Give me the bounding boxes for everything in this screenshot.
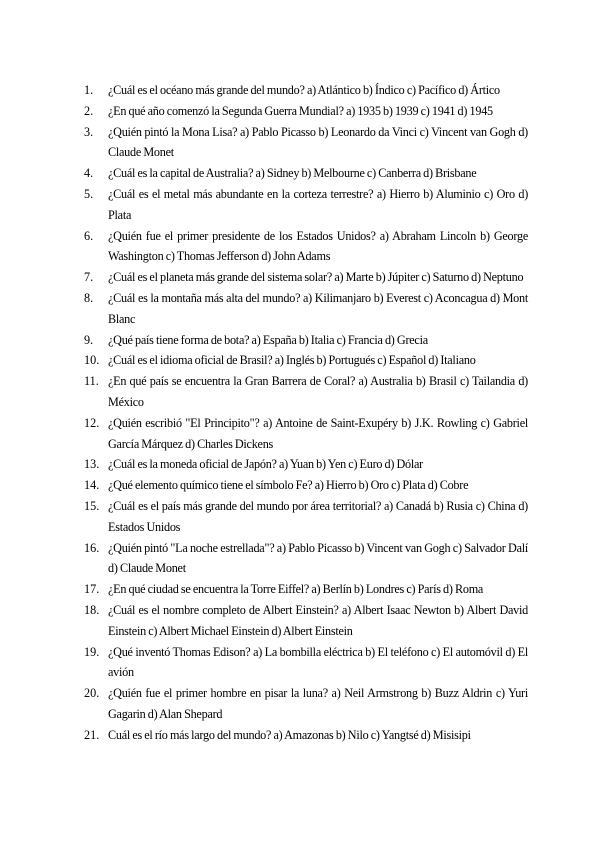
question-number: 7. [84, 270, 94, 285]
list-item [84, 101, 528, 122]
question-number: 4. [84, 166, 94, 181]
question-number: 15. [84, 498, 100, 513]
list-item [84, 475, 528, 496]
list-item [84, 538, 528, 580]
question-number: 2. [84, 103, 94, 118]
question-number: 18. [84, 602, 100, 617]
list-item [84, 163, 528, 184]
list-item [84, 226, 528, 268]
question-number: 21. [84, 727, 100, 742]
list-item [84, 350, 528, 371]
question-text: ¿En qué país se encuentra la Gran Barrera de Coral? a) Australia b) Brasil c) Tailandia d) México [108, 374, 528, 409]
question-text: ¿Cuál es la montaña más alta del mundo? a) Kilimanjaro b) Everest c) Aconcagua d) Mont Blanc [108, 290, 528, 326]
list-item [84, 454, 528, 475]
list-item [84, 642, 528, 684]
question-text: ¿Cuál es el país más grande del mundo por área territorial? a) Canadá b) Rusia c) China d) Estados Unidos [108, 498, 528, 534]
list-item [84, 496, 528, 538]
question-number: 11. [84, 374, 99, 389]
question-text: ¿Cuál es el idioma oficial de Brasil? a) Inglés b) Portugués c) Español d) Italiano [108, 353, 476, 368]
question-text: ¿Quién escribió "El Principito"? a) Antoine de Saint-Exupéry b) J.K. Rowling c) Gabriel García Márquez d) Charles Dickens [108, 415, 528, 451]
question-text: ¿Cuál es el océano más grande del mundo? a) Atlántico b) Índico c) Pacífico d) Ártico [108, 83, 500, 97]
question-text: ¿Quién fue el primer hombre en pisar la luna? a) Neil Armstrong b) Buzz Aldrin c) Yuri Gagarin d) Alan Shepard [108, 686, 528, 721]
question-number: 20. [84, 686, 100, 701]
question-text: ¿Qué inventó Thomas Edison? a) La bombilla eléctrica b) El teléfono c) El automóvil d) El avión [108, 644, 528, 680]
question-text: ¿Cuál es la capital de Australia? a) Sidney b) Melbourne c) Canberra d) Brisbane [108, 166, 477, 181]
list-item [84, 330, 528, 351]
list-item [84, 413, 528, 455]
question-number: 16. [84, 540, 100, 555]
question-number: 6. [84, 228, 94, 243]
question-list [84, 80, 528, 746]
question-text: ¿Cuál es el nombre completo de Albert Einstein? a) Albert Isaac Newton b) Albert David Einstein c) Albert Michael Einstein d) Albert Einstein [108, 602, 528, 638]
question-text: ¿Cuál es la moneda oficial de Japón? a) Yuan b) Yen c) Euro d) Dólar [108, 457, 423, 472]
list-item [84, 683, 528, 725]
question-number: 1. [84, 83, 94, 97]
question-text: ¿Cuál es el metal más abundante en la corteza terrestre? a) Hierro b) Aluminio c) Oro d) Plata [108, 186, 528, 222]
question-number: 10. [84, 353, 100, 368]
question-text: ¿Quién fue el primer presidente de los Estados Unidos? a) Abraham Lincoln b) George Washington c) Thomas Jefferson d) John Adams [108, 228, 528, 264]
question-number: 12. [84, 415, 100, 430]
list-item [84, 122, 528, 164]
question-text: ¿Quién pintó la Mona Lisa? a) Pablo Picasso b) Leonardo da Vinci c) Vincent van Gogh d) Claude Monet [108, 124, 528, 160]
list-item [84, 267, 528, 288]
question-number: 8. [84, 290, 94, 305]
list-item [84, 371, 528, 413]
list-item [84, 184, 528, 226]
question-text: ¿En qué ciudad se encuentra la Torre Eiffel? a) Berlín b) Londres c) París d) Roma [108, 582, 484, 597]
list-item [84, 80, 528, 101]
question-number: 17. [84, 582, 100, 597]
question-number: 9. [84, 332, 94, 347]
list-item [84, 600, 528, 642]
list-item [84, 725, 528, 746]
question-text: Cuál es el río más largo del mundo? a) Amazonas b) Nilo c) Yangtsé d) Misisipi [108, 727, 471, 742]
question-number: 5. [84, 186, 94, 201]
list-item [84, 579, 528, 600]
question-number: 14. [84, 478, 100, 493]
question-text: ¿Cuál es el planeta más grande del sistema solar? a) Marte b) Júpiter c) Saturno d) Neptuno [108, 270, 524, 285]
question-number: 13. [84, 457, 100, 472]
list-item [84, 288, 528, 330]
question-text: ¿En qué año comenzó la Segunda Guerra Mundial? a) 1935 b) 1939 c) 1941 d) 1945 [108, 103, 493, 118]
question-number: 3. [84, 124, 94, 139]
question-text: ¿Quién pintó "La noche estrellada"? a) Pablo Picasso b) Vincent van Gogh c) Salvador Dalí d) Claude Monet [108, 540, 528, 576]
question-number: 19. [84, 644, 100, 659]
question-text: ¿Qué elemento químico tiene el símbolo Fe? a) Hierro b) Oro c) Plata d) Cobre [108, 478, 469, 493]
question-text: ¿Qué país tiene forma de bota? a) España b) Italia c) Francia d) Grecia [108, 332, 428, 347]
